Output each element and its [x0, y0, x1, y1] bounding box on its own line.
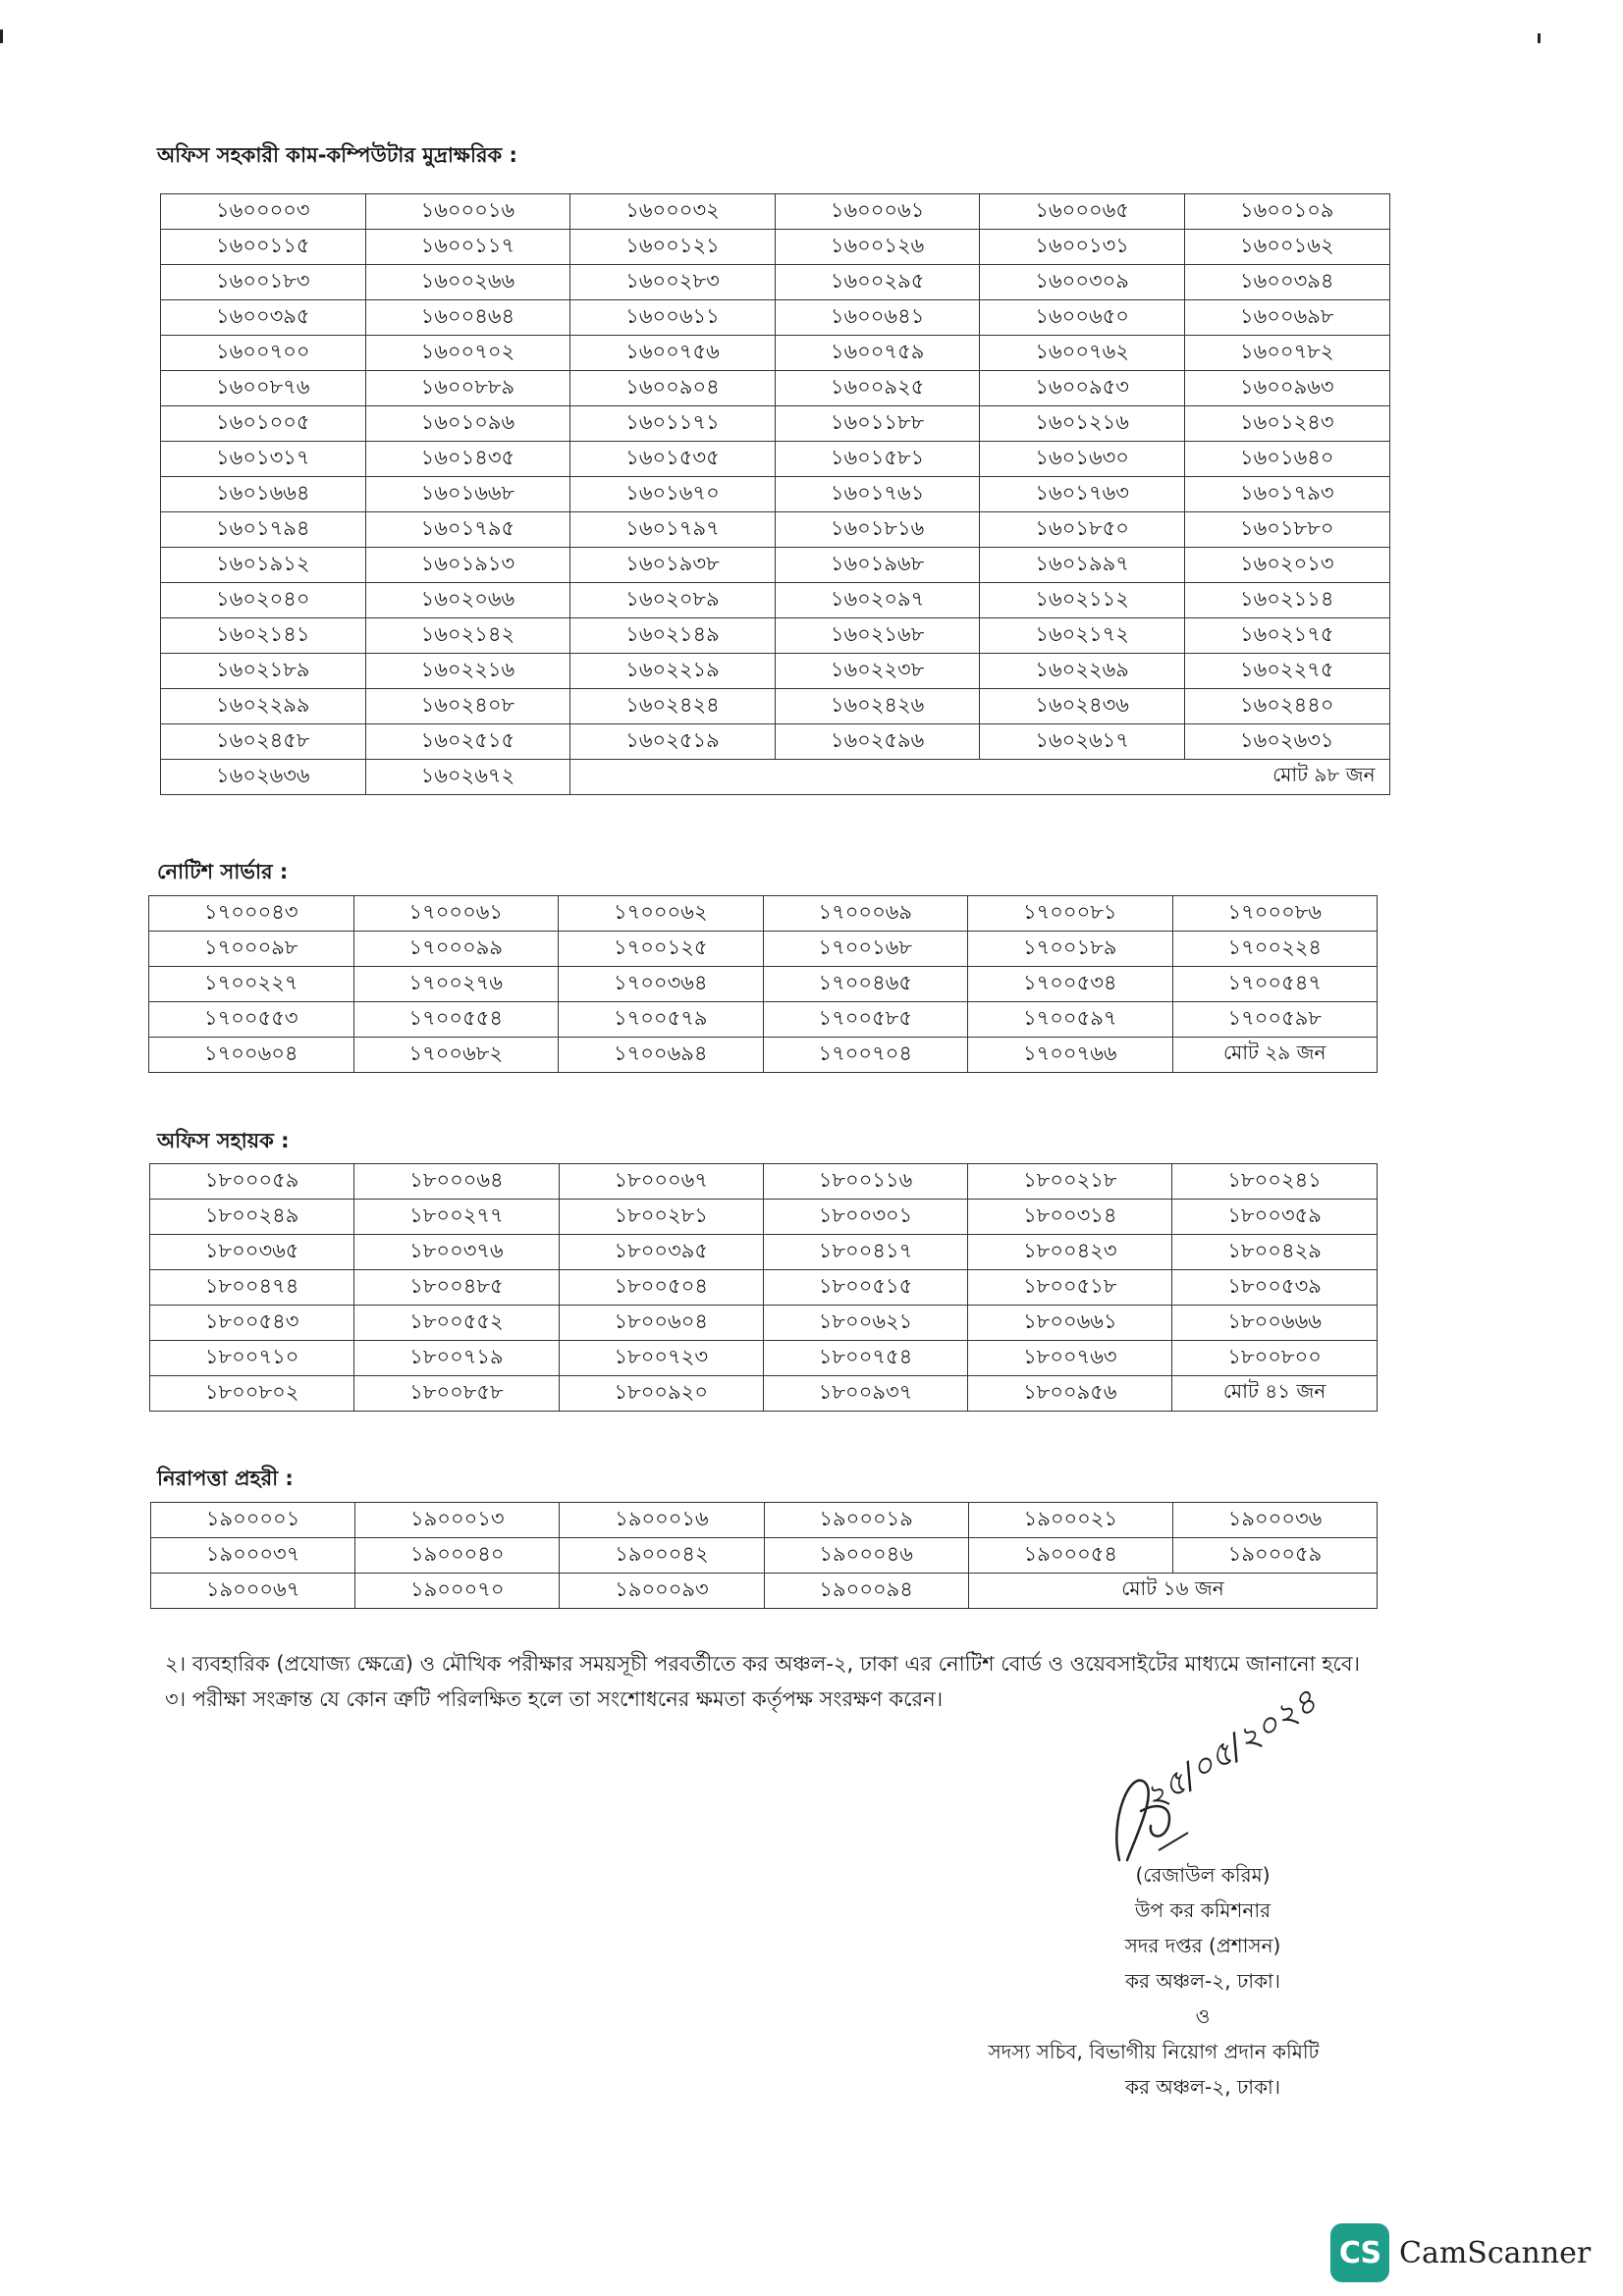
roll-number-cell: ১৮০০৩৫৯	[1172, 1200, 1377, 1235]
total-count-cell: মোট ১৬ জন	[968, 1574, 1377, 1609]
roll-number-cell: ১৬০১৬৪০	[1184, 442, 1389, 477]
roll-number-cell: ১৬০১৬৭০	[570, 477, 776, 512]
roll-number-cell: ১৭০০০৯৮	[149, 932, 354, 967]
roll-number-cell: ১৬০২৪৫৮	[161, 724, 366, 760]
table-row	[161, 406, 1390, 442]
roll-number-cell: ১৬০২২৭৫	[1184, 654, 1389, 689]
roll-number-cell: ১৬০২১৭৫	[1184, 618, 1389, 654]
signatory-zone: কর অঞ্চল-২, ঢাকা।	[1124, 1969, 1281, 1993]
roll-number-cell: ১৯০০০৫৯	[1172, 1538, 1377, 1574]
scan-corner-mark-right	[1538, 33, 1541, 43]
camscanner-watermark	[1330, 2223, 1591, 2282]
table-row	[151, 1503, 1378, 1538]
roll-number-cell: ১৮০০৭৫৪	[763, 1341, 967, 1376]
roll-number-cell: ১৬০২৫১৫	[365, 724, 570, 760]
roll-number-cell: ১৮০০৪২৯	[1172, 1235, 1377, 1270]
roll-number-cell: ১৮০০৫০৪	[559, 1270, 763, 1306]
table-row	[150, 1306, 1378, 1341]
roll-number-cell: ১৬০০২৮৩	[570, 265, 776, 300]
roll-number-cell: ১৮০০৫১৮	[968, 1270, 1172, 1306]
roll-number-cell: ১৬০০৬৪১	[775, 300, 980, 336]
roll-number-cell: ১৬০২৫৯৬	[775, 724, 980, 760]
table-row	[161, 689, 1390, 724]
roll-number-cell: ১৮০০৪১৭	[763, 1235, 967, 1270]
roll-number-cell: ১৬০০৭০০	[161, 336, 366, 371]
roll-number-cell: ১৭০০০৮৬	[1172, 896, 1378, 932]
roll-table-notice-server	[148, 895, 1378, 1073]
roll-number-cell: ১৭০০১৮৯	[968, 932, 1173, 967]
roll-number-cell: ১৮০০৫৪৩	[150, 1306, 354, 1341]
roll-number-cell: ১৬০২০৪০	[161, 583, 366, 618]
roll-number-cell: ১৬০২২৬৯	[980, 654, 1185, 689]
table-row	[161, 583, 1390, 618]
roll-number-cell: ১৭০০৬৯৪	[559, 1038, 764, 1073]
roll-number-cell: ১৬০০৩০৯	[980, 265, 1185, 300]
roll-number-cell: ১৬০০২৯৫	[775, 265, 980, 300]
roll-number-cell: ১৮০০৬০৪	[559, 1306, 763, 1341]
table-row	[161, 512, 1390, 548]
roll-number-cell: ১৬০১৭৬৩	[980, 477, 1185, 512]
roll-number-cell: ১৮০০৮৫৮	[354, 1376, 559, 1412]
roll-number-cell: ১৬০১৬৬৮	[365, 477, 570, 512]
note-3: ৩। পরীক্ষা সংক্রান্ত যে কোন ত্রুটি পরিলক্ষিত হলে তা সংশোধনের ক্ষমতা কর্তৃপক্ষ সংরক্ষণ করেন।	[165, 1687, 944, 1711]
roll-number-cell: ১৭০০০৯৯	[353, 932, 559, 967]
roll-number-cell: ১৬০১০০৫	[161, 406, 366, 442]
roll-number-cell: ১৬০০৪৬৪	[365, 300, 570, 336]
table-row	[161, 477, 1390, 512]
roll-number-cell: ১৬০১২৪৩	[1184, 406, 1389, 442]
roll-number-cell: ১৮০০৩০১	[763, 1200, 967, 1235]
table-row	[150, 1235, 1378, 1270]
roll-number-cell: ১৬০০৭৫৬	[570, 336, 776, 371]
roll-number-cell: ১৬০২১৪৯	[570, 618, 776, 654]
roll-number-cell: ১৮০০২১৮	[968, 1164, 1172, 1200]
roll-number-cell: ১৮০০৯২০	[559, 1376, 763, 1412]
table-row-last	[149, 1038, 1378, 1073]
table-row	[161, 442, 1390, 477]
table-row	[161, 265, 1390, 300]
roll-number-cell: ১৬০২৪০৮	[365, 689, 570, 724]
roll-number-cell: ১৮০০৫১৫	[763, 1270, 967, 1306]
section-heading-office-assistant: অফিস সহকারী কাম-কম্পিউটার মুদ্রাক্ষরিক :	[157, 143, 517, 167]
roll-number-cell: ১৮০০৩৯৫	[559, 1235, 763, 1270]
roll-number-cell: ১৮০০৪৮৫	[354, 1270, 559, 1306]
roll-number-cell: ১৬০১১৭১	[570, 406, 776, 442]
table-row	[161, 230, 1390, 265]
roll-number-cell: ১৬০২৬৩১	[1184, 724, 1389, 760]
roll-number-cell: ১৬০০৭৮২	[1184, 336, 1389, 371]
roll-number-cell: ১৬০০৯৫৩	[980, 371, 1185, 406]
roll-number-cell: ১৬০০৭০২	[365, 336, 570, 371]
roll-number-cell: ১৮০০৩১৪	[968, 1200, 1172, 1235]
roll-number-cell: ১৯০০০১৬	[560, 1503, 764, 1538]
roll-number-cell: ১৬০১৮১৬	[775, 512, 980, 548]
roll-number-cell: ১৬০১৫৮১	[775, 442, 980, 477]
roll-number-cell: ১৭০০৫৪৭	[1172, 967, 1378, 1002]
roll-number-cell: ১৬০১৯১২	[161, 548, 366, 583]
section-heading-notice-server: নোটিশ সার্ভার :	[157, 860, 289, 883]
roll-number-cell: ১৬০২১৬৮	[775, 618, 980, 654]
roll-number-cell: ১৬০০৩৯৫	[161, 300, 366, 336]
roll-number-cell: ১৬০০১২১	[570, 230, 776, 265]
roll-number-cell: ১৬০১০৯৬	[365, 406, 570, 442]
signature-block	[884, 1857, 1394, 2105]
roll-number-cell: ১৬০১৭৯৫	[365, 512, 570, 548]
roll-number-cell: ১৭০০৫৯৮	[1172, 1002, 1378, 1038]
roll-number-cell: ১৯০০০৪২	[560, 1538, 764, 1574]
roll-number-cell: ১৬০০১১৭	[365, 230, 570, 265]
signatory-office: সদর দপ্তর (প্রশাসন)	[1124, 1934, 1281, 1957]
table-row	[161, 371, 1390, 406]
roll-number-cell: ১৬০২৪৩৬	[980, 689, 1185, 724]
roll-number-cell: ১৮০০৩৬৫	[150, 1235, 354, 1270]
roll-number-cell: ১৬০২১৪২	[365, 618, 570, 654]
table-row	[150, 1164, 1378, 1200]
roll-number-cell: ১৭০০৪৬৫	[763, 967, 968, 1002]
roll-number-cell: ১৮০০৯৫৬	[968, 1376, 1172, 1412]
roll-number-cell: ১৬০০৮৭৬	[161, 371, 366, 406]
roll-number-cell: ১৯০০০৭০	[355, 1574, 560, 1609]
roll-number-cell: ১৮০০৭৬৩	[968, 1341, 1172, 1376]
roll-number-cell: ১৬০১৩১৭	[161, 442, 366, 477]
table-row	[150, 1200, 1378, 1235]
roll-number-cell: ১৬০০১০৯	[1184, 194, 1389, 230]
roll-number-cell: ১৯০০০৯৪	[764, 1574, 968, 1609]
note-2: ২। ব্যবহারিক (প্রযোজ্য ক্ষেত্রে) ও মৌখিক পরীক্ষার সময়সূচী পরবর্তীতে কর অঞ্চল-২, ঢাকা এর নোটিশ বোর্ড ও ওয়েবসাইটের মাধ্যমে জানানো হবে।	[165, 1652, 1361, 1676]
roll-number-cell: ১৬০০১৮৩	[161, 265, 366, 300]
roll-number-cell: ১৬০০০৩২	[570, 194, 776, 230]
scan-corner-mark-left	[0, 29, 3, 43]
roll-number-cell: ১৭০০৭০৪	[763, 1038, 968, 1073]
roll-number-cell: ১৬০২১১২	[980, 583, 1185, 618]
roll-number-cell: ১৬০২২১৯	[570, 654, 776, 689]
conjunction: ও	[1195, 2004, 1211, 2028]
section-heading-office-helper: অফিস সহায়ক :	[157, 1129, 290, 1152]
roll-number-cell: ১৬০২২৯৯	[161, 689, 366, 724]
roll-number-cell: ১৮০০৯৩৭	[763, 1376, 967, 1412]
roll-number-cell: ১৭০০১৬৮	[763, 932, 968, 967]
section-heading-security-guard: নিরাপত্তা প্রহরী :	[157, 1467, 294, 1490]
roll-number-cell: ১৬০০১৬২	[1184, 230, 1389, 265]
roll-number-cell: ১৭০০২৭৬	[353, 967, 559, 1002]
roll-number-cell: ১৬০২০৯৭	[775, 583, 980, 618]
roll-number-cell: ১৬০২১১৪	[1184, 583, 1389, 618]
table-row	[149, 932, 1378, 967]
roll-number-cell: ১৬০০০৬১	[775, 194, 980, 230]
roll-number-cell: ১৮০০১১৬	[763, 1164, 967, 1200]
roll-number-cell: ১৬০১৯৯৭	[980, 548, 1185, 583]
roll-number-cell: ১৮০০৭১৯	[354, 1341, 559, 1376]
roll-number-cell: ১৭০০২২৭	[149, 967, 354, 1002]
roll-number-cell: ১৬০১৯৩৮	[570, 548, 776, 583]
total-count-cell: মোট ২৯ জন	[1172, 1038, 1378, 1073]
roll-number-cell: ১৬০০১১৫	[161, 230, 366, 265]
roll-number-cell: ১৬০১৯৬৮	[775, 548, 980, 583]
roll-number-cell: ১৭০০৬৮২	[353, 1038, 559, 1073]
roll-table-security-guard	[150, 1502, 1378, 1609]
roll-number-cell: ১৬০০৬৯৮	[1184, 300, 1389, 336]
table-row	[150, 1270, 1378, 1306]
roll-number-cell: ১৭০০০৬৯	[763, 896, 968, 932]
roll-number-cell: ১৬০০৮৮৯	[365, 371, 570, 406]
roll-table-office-helper	[149, 1163, 1378, 1412]
roll-number-cell: ১৬০২১৭২	[980, 618, 1185, 654]
roll-number-cell: ১৮০০০৬৭	[559, 1164, 763, 1200]
roll-number-cell: ১৭০০০৬২	[559, 896, 764, 932]
roll-number-cell: ১৯০০০৩৭	[151, 1538, 355, 1574]
roll-number-cell: ১৬০১২১৬	[980, 406, 1185, 442]
roll-number-cell: ১৮০০৪২৩	[968, 1235, 1172, 1270]
roll-number-cell: ১৭০০৫৫৪	[353, 1002, 559, 1038]
roll-number-cell: ১৯০০০৩৬	[1172, 1503, 1377, 1538]
camscanner-name: CamScanner	[1399, 2235, 1592, 2270]
roll-number-cell: ১৬০১৬৩০	[980, 442, 1185, 477]
table-row	[149, 896, 1378, 932]
roll-number-cell: ১৬০২০১৩	[1184, 548, 1389, 583]
total-count-cell: মোট ৪১ জন	[1172, 1376, 1377, 1412]
roll-number-cell: ১৯০০০৪০	[355, 1538, 560, 1574]
roll-number-cell: ১৭০০০৪৩	[149, 896, 354, 932]
roll-number-cell: ১৭০০৫৯৭	[968, 1002, 1173, 1038]
notes-block	[165, 1646, 1407, 1717]
table-row	[161, 618, 1390, 654]
roll-number-cell: ১৮০০২৭৭	[354, 1200, 559, 1235]
table-row	[149, 967, 1378, 1002]
roll-number-cell: ১৬০০৯০৪	[570, 371, 776, 406]
roll-number-cell: ১৭০০০৬১	[353, 896, 559, 932]
roll-number-cell: ১৭০০২২৪	[1172, 932, 1378, 967]
roll-number-cell: ১৬০০০৬৫	[980, 194, 1185, 230]
roll-number-cell: ১৬০০২৬৬	[365, 265, 570, 300]
roll-number-cell: ১৬০১৪৩৫	[365, 442, 570, 477]
table-row	[161, 300, 1390, 336]
table-row	[149, 1002, 1378, 1038]
roll-number-cell: ১৭০০৫৭৯	[559, 1002, 764, 1038]
roll-number-cell: ১৮০০৮০২	[150, 1376, 354, 1412]
total-count-cell: মোট ৯৮ জন	[570, 760, 1389, 795]
roll-number-cell: ১৬০০০১৬	[365, 194, 570, 230]
roll-number-cell: ১৮০০৩৭৬	[354, 1235, 559, 1270]
roll-number-cell: ১৬০২০৮৯	[570, 583, 776, 618]
roll-number-cell: ১৬০২৬১৭	[980, 724, 1185, 760]
roll-number-cell: ১৬০০০০৩	[161, 194, 366, 230]
roll-number-cell: ১৬০০৯৬৩	[1184, 371, 1389, 406]
roll-number-cell: ১৯০০০৯৩	[560, 1574, 764, 1609]
roll-number-cell: ১৭০০৫৩৪	[968, 967, 1173, 1002]
signature-date: ২৫/০৫/২০২৪	[1136, 1681, 1325, 1819]
roll-number-cell: ১৮০০০৫৯	[150, 1164, 354, 1200]
table-row	[161, 336, 1390, 371]
roll-number-cell: ১৬০২১৪১	[161, 618, 366, 654]
roll-number-cell: ১৬০২৪২৬	[775, 689, 980, 724]
roll-number-cell: ১৬০১৬৬৪	[161, 477, 366, 512]
roll-number-cell: ১৬০২০৬৬	[365, 583, 570, 618]
signatory-name: (রেজাউল করিম)	[1135, 1863, 1271, 1887]
roll-number-cell: ১৮০০৬২১	[763, 1306, 967, 1341]
table-row	[161, 654, 1390, 689]
roll-number-cell: ১৮০০২৮১	[559, 1200, 763, 1235]
roll-number-cell: ১৬০১৭৯৩	[1184, 477, 1389, 512]
roll-number-cell: ১৬০২৪৪০	[1184, 689, 1389, 724]
roll-number-cell: ১৭০০১২৫	[559, 932, 764, 967]
roll-number-cell: ১৬০১৫৩৫	[570, 442, 776, 477]
roll-number-cell: ১৬০২৫১৯	[570, 724, 776, 760]
table-row	[161, 194, 1390, 230]
signatory-role2: সদস্য সচিব, বিভাগীয় নিয়োগ প্রদান কমিটি	[988, 2040, 1320, 2063]
roll-number-cell: ১৬০২৪২৪	[570, 689, 776, 724]
roll-number-cell: ১৯০০০৬৭	[151, 1574, 355, 1609]
table-row	[161, 548, 1390, 583]
roll-number-cell: ১৬০১৯১৩	[365, 548, 570, 583]
roll-number-cell: ১৮০০৬৬৬	[1172, 1306, 1377, 1341]
signatory-zone2: কর অঞ্চল-২, ঢাকা।	[1124, 2075, 1281, 2099]
roll-number-cell: ১৯০০০২১	[968, 1503, 1172, 1538]
roll-number-cell: ১৮০০৭১০	[150, 1341, 354, 1376]
roll-number-cell: ১৯০০০৫৪	[968, 1538, 1172, 1574]
roll-number-cell: ১৬০২১৮৯	[161, 654, 366, 689]
roll-number-cell: ১৭০০৬০৪	[149, 1038, 354, 1073]
table-row	[151, 1538, 1378, 1574]
roll-number-cell: ১৬০০১৩১	[980, 230, 1185, 265]
roll-number-cell: ১৬০০৯২৫	[775, 371, 980, 406]
roll-number-cell: ১৯০০০১৯	[764, 1503, 968, 1538]
roll-number-cell: ১৬০১৮৮০	[1184, 512, 1389, 548]
roll-number-cell: ১৬০০৭৫৯	[775, 336, 980, 371]
roll-number-cell: ১৮০০৪৭৪	[150, 1270, 354, 1306]
roll-number-cell: ১৮০০২৪১	[1172, 1164, 1377, 1200]
roll-number-cell: ১৬০০১২৬	[775, 230, 980, 265]
camscanner-logo-icon: CS	[1330, 2223, 1389, 2282]
table-row-last	[161, 760, 1390, 795]
roll-number-cell: ১৬০২৬৭২	[365, 760, 570, 795]
roll-number-cell: ১৬০১৭৯৪	[161, 512, 366, 548]
roll-number-cell: ১৬০০৬৫০	[980, 300, 1185, 336]
roll-number-cell: ১৮০০৫৫২	[354, 1306, 559, 1341]
table-row	[150, 1341, 1378, 1376]
roll-number-cell: ১৯০০০০১	[151, 1503, 355, 1538]
roll-number-cell: ১৯০০০১৩	[355, 1503, 560, 1538]
roll-number-cell: ১৭০০৩৬৪	[559, 967, 764, 1002]
roll-number-cell: ১৬০২২১৬	[365, 654, 570, 689]
roll-number-cell: ১৮০০৫৩৯	[1172, 1270, 1377, 1306]
roll-number-cell: ১৭০০৫৫৩	[149, 1002, 354, 1038]
roll-number-cell: ১৬০১৭৬১	[775, 477, 980, 512]
roll-number-cell: ১৮০০০৬৪	[354, 1164, 559, 1200]
roll-table-office-assistant	[160, 193, 1390, 795]
roll-number-cell: ১৭০০৭৬৬	[968, 1038, 1173, 1073]
roll-number-cell: ১৮০০২৪৯	[150, 1200, 354, 1235]
roll-number-cell: ১৯০০০৪৬	[764, 1538, 968, 1574]
roll-number-cell: ১৬০১৭৯৭	[570, 512, 776, 548]
roll-number-cell: ১৬০০৭৬২	[980, 336, 1185, 371]
roll-number-cell: ১৬০০৬১১	[570, 300, 776, 336]
table-row	[161, 724, 1390, 760]
roll-number-cell: ১৮০০৮০০	[1172, 1341, 1377, 1376]
roll-number-cell: ১৬০১১৮৮	[775, 406, 980, 442]
table-row-last	[151, 1574, 1378, 1609]
roll-number-cell: ১৭০০০৮১	[968, 896, 1173, 932]
table-row-last	[150, 1376, 1378, 1412]
roll-number-cell: ১৬০২৬৩৬	[161, 760, 366, 795]
roll-number-cell: ১৬০০৩৯৪	[1184, 265, 1389, 300]
signatory-designation: উপ কর কমিশনার	[1134, 1898, 1271, 1922]
roll-number-cell: ১৭০০৫৮৫	[763, 1002, 968, 1038]
roll-number-cell: ১৮০০৭২৩	[559, 1341, 763, 1376]
roll-number-cell: ১৬০২২৩৮	[775, 654, 980, 689]
roll-number-cell: ১৬০১৮৫০	[980, 512, 1185, 548]
roll-number-cell: ১৮০০৬৬১	[968, 1306, 1172, 1341]
